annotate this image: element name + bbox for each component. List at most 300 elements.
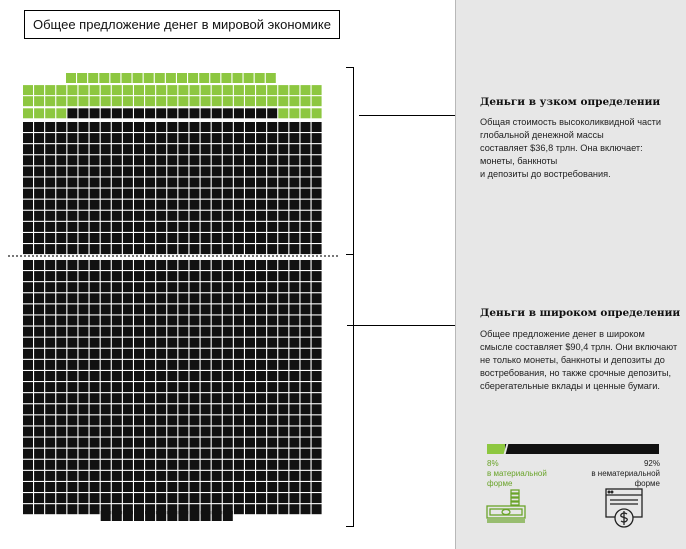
black-square — [112, 144, 122, 154]
green-square — [101, 85, 111, 95]
black-square — [123, 144, 133, 154]
black-square — [190, 493, 200, 503]
black-square — [45, 427, 55, 437]
black-square — [101, 282, 111, 292]
black-square — [90, 200, 100, 210]
black-square — [312, 349, 322, 359]
black-square — [190, 244, 200, 254]
black-square — [301, 482, 311, 492]
black-square — [79, 427, 89, 437]
black-square — [245, 178, 255, 188]
page-title: Общее предложение денег в мировой экономике — [24, 10, 340, 39]
green-square — [34, 85, 44, 95]
black-square — [278, 449, 288, 459]
black-square — [34, 393, 44, 403]
black-square — [67, 122, 77, 132]
black-square — [90, 360, 100, 370]
black-square — [190, 338, 200, 348]
black-square — [223, 404, 233, 414]
black-square — [167, 108, 177, 118]
black-square — [67, 471, 77, 481]
black-square — [23, 122, 33, 132]
black-square — [223, 144, 233, 154]
black-square — [79, 449, 89, 459]
black-square — [23, 338, 33, 348]
black-square — [234, 244, 244, 254]
black-square — [223, 133, 233, 143]
green-square — [289, 96, 299, 106]
black-square — [289, 260, 299, 270]
black-square — [223, 327, 233, 337]
black-square — [101, 155, 111, 165]
black-square — [67, 282, 77, 292]
black-square — [278, 338, 288, 348]
black-square — [256, 166, 266, 176]
black-square — [289, 293, 299, 303]
black-square — [112, 427, 122, 437]
black-square — [223, 260, 233, 270]
black-square — [123, 304, 133, 314]
black-square — [267, 211, 277, 221]
green-square — [167, 96, 177, 106]
black-square — [45, 460, 55, 470]
black-square — [167, 460, 177, 470]
black-square — [190, 316, 200, 326]
black-square — [256, 415, 266, 425]
black-square — [301, 327, 311, 337]
black-square — [245, 260, 255, 270]
black-square — [112, 108, 122, 118]
black-square — [134, 327, 144, 337]
black-square — [278, 382, 288, 392]
black-square — [34, 211, 44, 221]
black-square — [123, 382, 133, 392]
black-square — [23, 222, 33, 232]
black-square — [278, 304, 288, 314]
black-square — [256, 371, 266, 381]
black-square — [223, 338, 233, 348]
green-square — [301, 85, 311, 95]
black-square — [312, 382, 322, 392]
intangible-label: 92% в нематериальной форме — [591, 459, 660, 488]
black-square — [312, 200, 322, 210]
green-square — [134, 96, 144, 106]
black-square — [312, 504, 322, 514]
green-square — [99, 73, 109, 83]
black-square — [90, 122, 100, 132]
black-square — [79, 304, 89, 314]
black-square — [301, 371, 311, 381]
black-square — [201, 427, 211, 437]
black-square — [90, 178, 100, 188]
black-square — [134, 260, 144, 270]
black-square — [34, 155, 44, 165]
black-square — [301, 493, 311, 503]
black-square — [134, 282, 144, 292]
black-square — [178, 460, 188, 470]
black-square — [256, 338, 266, 348]
black-square — [278, 166, 288, 176]
black-square — [34, 271, 44, 281]
black-square — [178, 316, 188, 326]
black-square — [67, 155, 77, 165]
black-square — [90, 133, 100, 143]
black-square — [45, 449, 55, 459]
black-square — [145, 393, 155, 403]
black-square — [23, 471, 33, 481]
black-square — [178, 282, 188, 292]
black-square — [34, 178, 44, 188]
black-square — [245, 304, 255, 314]
black-square — [312, 393, 322, 403]
green-square — [110, 73, 120, 83]
black-square — [112, 482, 122, 492]
green-square — [66, 73, 76, 83]
black-square — [245, 155, 255, 165]
black-square — [289, 427, 299, 437]
black-square — [90, 371, 100, 381]
black-square — [101, 471, 111, 481]
black-square — [223, 293, 233, 303]
black-square — [134, 449, 144, 459]
black-square — [156, 460, 166, 470]
black-square — [301, 244, 311, 254]
black-square — [289, 233, 299, 243]
green-square — [156, 85, 166, 95]
black-square — [245, 338, 255, 348]
black-square — [56, 415, 66, 425]
black-square — [267, 316, 277, 326]
black-square — [112, 449, 122, 459]
black-square — [223, 511, 233, 521]
black-square — [223, 233, 233, 243]
black-square — [256, 493, 266, 503]
black-square — [112, 438, 122, 448]
black-square — [23, 415, 33, 425]
black-square — [79, 404, 89, 414]
black-square — [156, 349, 166, 359]
black-square — [156, 244, 166, 254]
black-square — [112, 178, 122, 188]
black-square — [145, 211, 155, 221]
black-square — [301, 360, 311, 370]
black-square — [312, 371, 322, 381]
black-square — [145, 493, 155, 503]
black-square — [79, 415, 89, 425]
black-square — [289, 349, 299, 359]
black-square — [245, 282, 255, 292]
black-square — [267, 222, 277, 232]
green-square — [167, 85, 177, 95]
black-square — [201, 178, 211, 188]
black-square — [256, 427, 266, 437]
black-square — [278, 327, 288, 337]
black-square — [234, 438, 244, 448]
black-square — [112, 493, 122, 503]
black-square — [34, 189, 44, 199]
green-square — [112, 96, 122, 106]
black-square — [256, 122, 266, 132]
black-square — [23, 393, 33, 403]
black-square — [212, 415, 222, 425]
black-square — [178, 471, 188, 481]
black-square — [134, 404, 144, 414]
black-square — [234, 482, 244, 492]
black-square — [79, 371, 89, 381]
black-square — [212, 133, 222, 143]
black-square — [90, 304, 100, 314]
black-square — [123, 327, 133, 337]
black-square — [79, 327, 89, 337]
black-square — [278, 122, 288, 132]
black-square — [67, 108, 77, 118]
tangible-share-bar — [487, 444, 659, 454]
black-square — [23, 427, 33, 437]
black-square — [212, 260, 222, 270]
black-square — [112, 338, 122, 348]
black-square — [256, 304, 266, 314]
green-square — [199, 73, 209, 83]
black-square — [289, 327, 299, 337]
black-square — [190, 449, 200, 459]
green-square — [223, 85, 233, 95]
black-square — [112, 122, 122, 132]
black-square — [234, 200, 244, 210]
green-square — [245, 85, 255, 95]
black-square — [123, 493, 133, 503]
black-square — [312, 482, 322, 492]
black-square — [79, 211, 89, 221]
black-square — [156, 166, 166, 176]
black-square — [79, 260, 89, 270]
black-square — [112, 415, 122, 425]
black-square — [301, 438, 311, 448]
black-square — [256, 108, 266, 118]
black-square — [234, 293, 244, 303]
black-square — [145, 122, 155, 132]
black-square — [256, 189, 266, 199]
green-square — [67, 96, 77, 106]
black-square — [167, 371, 177, 381]
black-square — [101, 460, 111, 470]
black-square — [212, 316, 222, 326]
black-square — [278, 460, 288, 470]
black-square — [301, 449, 311, 459]
black-square — [289, 371, 299, 381]
black-square — [123, 282, 133, 292]
black-square — [101, 189, 111, 199]
black-square — [101, 122, 111, 132]
black-square — [278, 471, 288, 481]
black-square — [90, 189, 100, 199]
green-square — [212, 96, 222, 106]
black-square — [34, 338, 44, 348]
black-square — [56, 222, 66, 232]
green-square — [234, 96, 244, 106]
black-square — [67, 360, 77, 370]
black-square — [112, 244, 122, 254]
black-square — [267, 166, 277, 176]
black-square — [234, 327, 244, 337]
black-square — [134, 511, 144, 521]
black-square — [212, 244, 222, 254]
black-square — [190, 178, 200, 188]
black-square — [289, 166, 299, 176]
black-square — [212, 222, 222, 232]
black-square — [112, 200, 122, 210]
black-square — [201, 349, 211, 359]
black-square — [223, 211, 233, 221]
green-square — [166, 73, 176, 83]
black-square — [156, 360, 166, 370]
black-square — [90, 271, 100, 281]
black-square — [45, 211, 55, 221]
black-square — [112, 511, 122, 521]
black-square — [156, 449, 166, 459]
black-square — [223, 449, 233, 459]
black-square — [289, 393, 299, 403]
black-square — [134, 493, 144, 503]
black-square — [301, 404, 311, 414]
black-square — [223, 349, 233, 359]
black-square — [223, 244, 233, 254]
black-square — [245, 293, 255, 303]
black-square — [34, 327, 44, 337]
black-square — [56, 211, 66, 221]
black-square — [312, 178, 322, 188]
black-square — [278, 504, 288, 514]
black-square — [101, 511, 111, 521]
black-square — [23, 144, 33, 154]
black-square — [112, 271, 122, 281]
black-square — [178, 200, 188, 210]
black-square — [301, 393, 311, 403]
black-square — [90, 233, 100, 243]
black-square — [256, 155, 266, 165]
black-square — [289, 482, 299, 492]
black-square — [67, 382, 77, 392]
black-square — [256, 449, 266, 459]
black-square — [267, 493, 277, 503]
black-square — [112, 393, 122, 403]
black-square — [312, 282, 322, 292]
black-square — [267, 393, 277, 403]
black-square — [190, 304, 200, 314]
black-square — [212, 482, 222, 492]
black-square — [34, 293, 44, 303]
black-square — [56, 427, 66, 437]
black-square — [34, 349, 44, 359]
black-square — [34, 482, 44, 492]
black-square — [134, 338, 144, 348]
black-square — [167, 200, 177, 210]
black-square — [267, 404, 277, 414]
black-square — [178, 511, 188, 521]
black-square — [134, 427, 144, 437]
black-square — [312, 293, 322, 303]
black-square — [212, 493, 222, 503]
black-square — [67, 144, 77, 154]
black-square — [134, 316, 144, 326]
black-square — [101, 382, 111, 392]
black-square — [145, 133, 155, 143]
black-square — [56, 360, 66, 370]
black-square — [23, 316, 33, 326]
black-square — [234, 166, 244, 176]
green-square — [312, 96, 322, 106]
black-square — [156, 371, 166, 381]
black-square — [190, 222, 200, 232]
black-square — [23, 460, 33, 470]
black-square — [134, 371, 144, 381]
black-square — [156, 211, 166, 221]
black-square — [278, 316, 288, 326]
black-square — [90, 222, 100, 232]
black-square — [156, 438, 166, 448]
black-square — [178, 155, 188, 165]
black-square — [45, 338, 55, 348]
black-square — [56, 338, 66, 348]
black-square — [245, 404, 255, 414]
black-square — [56, 404, 66, 414]
black-square — [190, 189, 200, 199]
black-square — [145, 382, 155, 392]
black-square — [56, 460, 66, 470]
black-square — [34, 122, 44, 132]
green-square — [245, 96, 255, 106]
black-square — [112, 189, 122, 199]
black-square — [134, 293, 144, 303]
black-square — [79, 166, 89, 176]
black-square — [45, 327, 55, 337]
black-square — [234, 427, 244, 437]
black-square — [145, 293, 155, 303]
black-square — [256, 233, 266, 243]
black-square — [178, 108, 188, 118]
black-square — [289, 211, 299, 221]
black-square — [312, 360, 322, 370]
black-square — [90, 404, 100, 414]
black-square — [178, 449, 188, 459]
black-square — [90, 338, 100, 348]
black-square — [23, 449, 33, 459]
black-square — [34, 371, 44, 381]
black-square — [267, 438, 277, 448]
black-square — [301, 189, 311, 199]
black-square — [178, 404, 188, 414]
black-square — [201, 304, 211, 314]
green-square — [45, 108, 55, 118]
black-square — [67, 327, 77, 337]
black-square — [223, 371, 233, 381]
black-square — [56, 304, 66, 314]
black-square — [223, 382, 233, 392]
black-square — [201, 382, 211, 392]
green-square — [145, 85, 155, 95]
black-square — [112, 155, 122, 165]
black-square — [167, 282, 177, 292]
black-square — [134, 271, 144, 281]
black-square — [178, 438, 188, 448]
black-square — [90, 211, 100, 221]
black-square — [79, 144, 89, 154]
black-square — [123, 460, 133, 470]
black-square — [201, 155, 211, 165]
black-square — [145, 449, 155, 459]
black-square — [301, 316, 311, 326]
black-square — [190, 144, 200, 154]
black-square — [90, 460, 100, 470]
